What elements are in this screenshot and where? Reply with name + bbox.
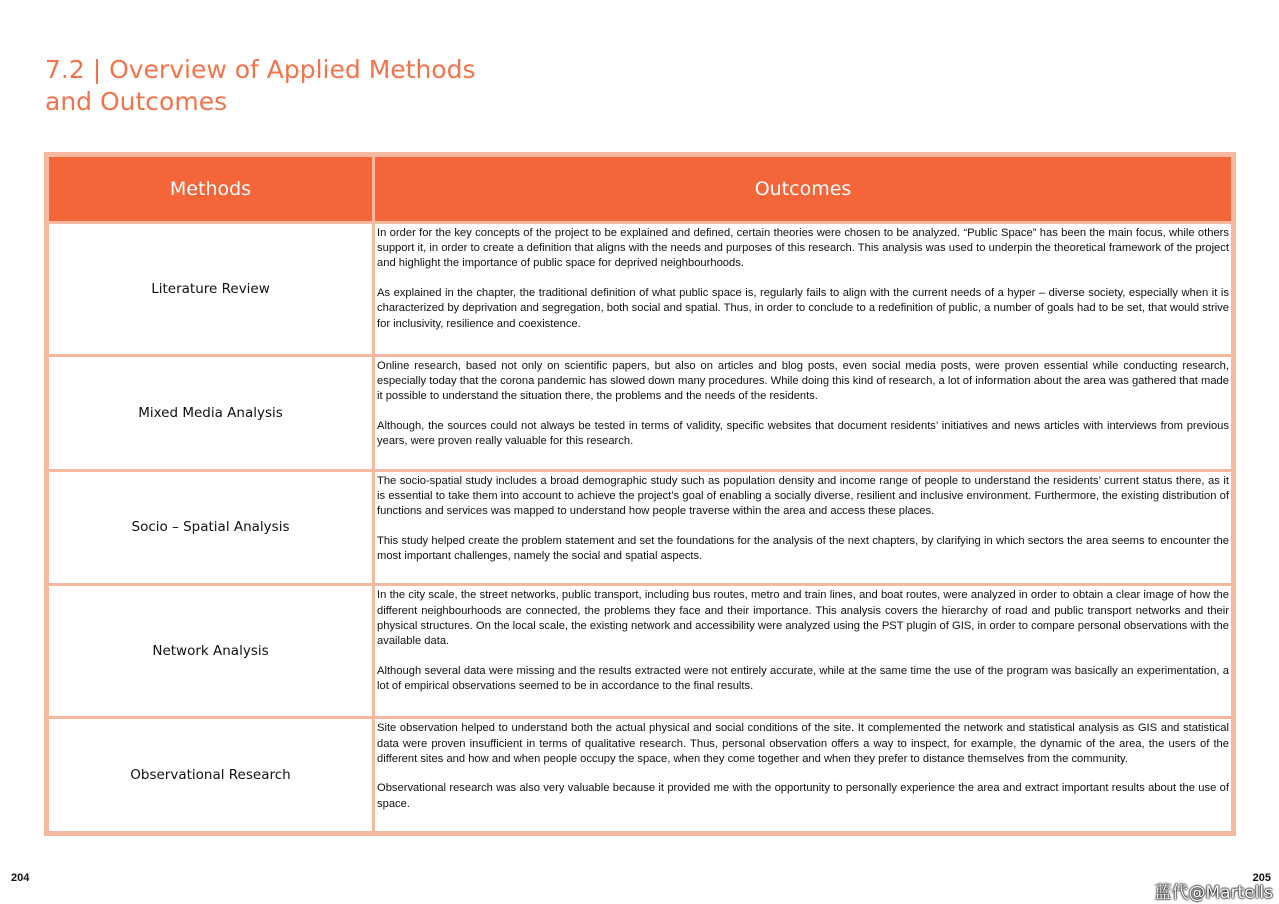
watermark: 蓝代@Martells <box>1154 883 1273 903</box>
outcome-paragraph: Although, the sources could not always be tested in terms of validity, specific websites that document residents’ initiatives and news articles with interviews from previous years, were proven really valuable for this research. <box>377 420 1229 448</box>
outcome-paragraph: In the city scale, the street networks, public transport, including bus routes, metro and train lines, and boat routes, were analyzed in order to obtain a clear image of how the different neighbourhoods are connected, the problems they face and their importance. This analysis covers the hierarchy of road and public transport networks and their physical structures. On the local scale, the existing network and accessibility were analyzed using the PST plugin of GIS, in order to compare personal observations with the available data. <box>377 589 1229 647</box>
methods-outcomes-table-container <box>44 152 1236 836</box>
page-title-line-1: 7.2 | Overview of Applied Methods <box>45 55 476 84</box>
table-header-row <box>49 157 1231 221</box>
header-methods: Methods <box>49 157 372 221</box>
method-cell: Literature Review <box>49 224 372 354</box>
outcome-paragraph: Although several data were missing and the results extracted were not entirely accurate, while at the same time the use of the program was basically an experimentation, a lot of empirical observations seemed to be in accordance to the final results. <box>377 664 1229 692</box>
page-number-right: 205 <box>1252 872 1271 884</box>
outcome-paragraph: The socio-spatial study includes a broad demographic study such as population density and income range of people to understand the residents’ current status there, as it is essential to take them into account to achieve the project’s goal of enabling a socially diverse, resilient and inclusive environment. Furthermore, the existing distribution of functions and services was mapped to understand how people traverse within the area and access these places. <box>377 474 1229 518</box>
outcome-cell <box>375 224 1231 354</box>
table-row <box>49 472 1231 584</box>
outcome-paragraph: Online research, based not only on scientific papers, but also on articles and blog posts, even social media posts, were proven essential while conducting research, especially today that the corona pandemic has slowed down many procedures. While doing this kind of research, a lot of information about the area was gathered that made it possible to understand the situation there, the problems and the needs of the residents. <box>377 360 1229 403</box>
page-number-left: 204 <box>11 872 30 884</box>
page-title-line-2: and Outcomes <box>45 87 228 116</box>
outcome-cell <box>375 357 1231 469</box>
method-cell: Observational Research <box>49 719 372 831</box>
table-row <box>49 586 1231 716</box>
outcome-paragraph: As explained in the chapter, the traditional definition of what public space is, regularly fails to align with the current needs of a hyper – diverse society, especially when it is characterized by deprivation and segregation, both social and spatial. Thus, in order to conclude to a redefinition of public, a number of goals had to be set, that would strive for inclusivity, resilience and coexistence. <box>377 287 1229 330</box>
method-cell: Mixed Media Analysis <box>49 357 372 469</box>
outcome-paragraph: Observational research was also very valuable because it provided me with the opportunity to personally experience the area and extract important results about the use of space. <box>377 782 1229 810</box>
outcome-cell <box>375 472 1231 584</box>
outcome-cell <box>375 719 1231 831</box>
table-row <box>49 719 1231 831</box>
page-title <box>45 54 475 118</box>
method-cell: Socio – Spatial Analysis <box>49 472 372 584</box>
header-outcomes: Outcomes <box>375 157 1231 221</box>
methods-outcomes-table <box>46 154 1234 834</box>
outcome-cell <box>375 586 1231 716</box>
outcome-paragraph: Site observation helped to understand both the actual physical and social conditions of the site. It complemented the network and statistical analysis as GIS and statistical data were proven insufficient in terms of qualitative research. Thus, personal observation offers a way to inspect, for example, the dynamic of the area, the users of the different sites and how and when people occupy the space, when they come together and when they prefer to distance themselves from the community. <box>377 722 1229 765</box>
table-row <box>49 224 1231 354</box>
table-row <box>49 357 1231 469</box>
outcome-paragraph: This study helped create the problem statement and set the foundations for the analysis of the next chapters, by clarifying in which sectors the area seems to encounter the most important challenges, namely the social and spatial aspects. <box>377 534 1229 562</box>
method-cell: Network Analysis <box>49 586 372 716</box>
outcome-paragraph: In order for the key concepts of the project to be explained and defined, certain theories were chosen to be analyzed. “Public Space” has been the main focus, while others support it, in order to create a definition that aligns with the needs and purposes of this research. This analysis was used to underpin the theoretical framework of the project and highlight the importance of public space for deprived neighbourhoods. <box>377 227 1229 270</box>
